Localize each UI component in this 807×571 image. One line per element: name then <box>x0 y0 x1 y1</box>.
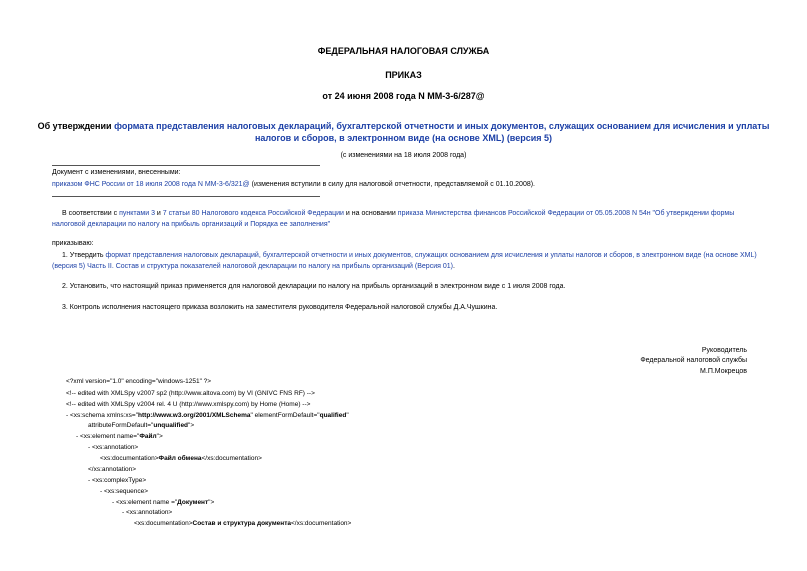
xml-line-annotation-open: - <xs:annotation> <box>88 444 139 451</box>
amendments-note: (с изменениями на 18 июля 2008 года) <box>340 152 467 159</box>
title-format-link[interactable]: формата представления налоговых деклараций, бухгалтерской отчетности и иных документов, служащих основанием для исчисления и уплаты <box>114 121 770 131</box>
document-title-line1 <box>0 121 807 131</box>
xml-text: <xs:documentation> <box>100 455 159 462</box>
changes-entry <box>52 181 535 188</box>
doc-type-heading: ПРИКАЗ <box>385 70 422 80</box>
xml-line-documentation-doc <box>134 520 351 527</box>
preamble-line2 <box>52 221 330 228</box>
xml-line-comment-1: <!-- edited with XMLSpy v2007 sp2 (http://www.altova.com) by VI (GNIVC FNS RF) --> <box>66 390 315 397</box>
xml-text: <xs:documentation> <box>134 520 193 527</box>
xml-line-attr-default <box>88 422 194 429</box>
xml-value: qualified <box>319 412 347 419</box>
order-word: приказываю: <box>52 240 94 247</box>
xml-text: "> <box>208 499 215 506</box>
signature-title: Руководитель <box>701 347 747 354</box>
xml-line-comment-2: <!-- edited with XMLSpy v2004 rel. 4 U (http://www.xmlspy.com) by Home (Home) --> <box>66 401 311 408</box>
xml-text: - <xs:element name=" <box>76 433 140 440</box>
tax-code-p3-link[interactable]: пунктами 3 <box>119 210 155 217</box>
preamble-text-2: и <box>154 210 163 217</box>
xml-line-schema <box>66 412 349 419</box>
minfin-order-link-cont[interactable]: налоговой декларации по налогу на прибыль организаций и Порядка ее заполнения" <box>52 221 331 228</box>
xml-value: Документ <box>177 499 209 506</box>
item-1-end: . <box>452 263 455 270</box>
xml-value: http://www.w3.org/2001/XMLSchema <box>138 412 251 419</box>
xml-line-element-document <box>112 499 214 506</box>
xml-line-annotation-close: </xs:annotation> <box>88 466 137 473</box>
signature-name: М.П.Мокрецов <box>700 368 747 375</box>
xml-text: - <xs:element name =" <box>112 499 178 506</box>
xml-text: " elementFormDefault=" <box>250 412 320 419</box>
divider-top <box>52 165 320 166</box>
xml-text: "> <box>156 433 163 440</box>
xml-line-declaration: <?xml version="1.0" encoding="windows-1251" ?> <box>66 378 212 385</box>
xml-text: </xs:documentation> <box>291 520 352 527</box>
amending-order-link[interactable]: приказом ФНС России от 18 июля 2008 года N ММ-3-6/321@ <box>52 181 250 188</box>
preamble-line1 <box>62 210 734 217</box>
minfin-order-link[interactable]: приказа Министерства финансов Российской Федерации от 05.05.2008 N 54н "Об утверждении формы <box>397 210 735 217</box>
item-1-line2 <box>52 263 455 270</box>
item-1-number: 1. Утвердить <box>62 252 106 259</box>
item-2: 2. Установить, что настоящий приказ применяется для налоговой декларации по налогу на прибыль организаций в электронном виде с 1 июля 2008 года. <box>62 283 566 290</box>
xml-value: Состав и структура документа <box>192 520 291 527</box>
title-format-link-cont[interactable]: налогов и сборов, в электронном виде (на основе XML) (версия 5) <box>254 133 553 143</box>
xml-value: Файл <box>139 433 157 440</box>
xml-line-documentation-file <box>100 455 262 462</box>
xml-line-annotation-open-2: - <xs:annotation> <box>122 509 173 516</box>
xml-text: "> <box>188 422 195 429</box>
xml-text: " <box>346 412 349 419</box>
title-prefix: Об утверждении <box>37 121 115 131</box>
document-title-line2 <box>0 133 807 143</box>
changes-label: Документ с изменениями, внесенными: <box>52 169 181 176</box>
tax-code-art80-link[interactable]: 7 статьи 80 Налогового кодекса Российской Федерации <box>162 210 344 217</box>
signature-org: Федеральной налоговой службы <box>640 357 747 364</box>
xml-line-complextype: - <xs:complexType> <box>88 477 147 484</box>
changes-rest: (изменения вступили в силу для налоговой отчетности, представляемой с 01.10.2008). <box>249 181 536 188</box>
xml-value: unqualified <box>153 422 189 429</box>
format-approval-link-cont[interactable]: (версия 5) Часть II. Состав и структура показателей налоговой декларации по налогу на прибыль организаций (Версия 01) <box>52 263 453 270</box>
agency-heading: ФЕДЕРАЛЬНАЯ НАЛОГОВАЯ СЛУЖБА <box>317 46 490 56</box>
xml-line-element-file <box>76 433 163 440</box>
xml-line-sequence: - <xs:sequence> <box>100 488 149 495</box>
xml-text: attributeFormDefault=" <box>88 422 154 429</box>
xml-value: Файл обмена <box>158 455 202 462</box>
preamble-text-1: В соответствии с <box>62 210 120 217</box>
divider-bottom <box>52 196 320 197</box>
date-number-heading: от 24 июня 2008 года N ММ-3-6/287@ <box>322 91 485 101</box>
format-approval-link[interactable]: формат представления налоговых деклараций, бухгалтерской отчетности и иных документов, служащих основанием для исчисления и уплаты налогов и сборов, в электронном виде (на основе XML) <box>105 252 757 259</box>
item-1-line1 <box>62 252 757 259</box>
xml-text: </xs:documentation> <box>201 455 262 462</box>
xml-text: - <xs:schema xmlns:xs=" <box>66 412 139 419</box>
item-3: 3. Контроль исполнения настоящего приказа возложить на заместителя руководителя Федеральной налоговой службы Д.А.Чушкина. <box>62 304 498 311</box>
preamble-text-3: и на основании <box>343 210 398 217</box>
